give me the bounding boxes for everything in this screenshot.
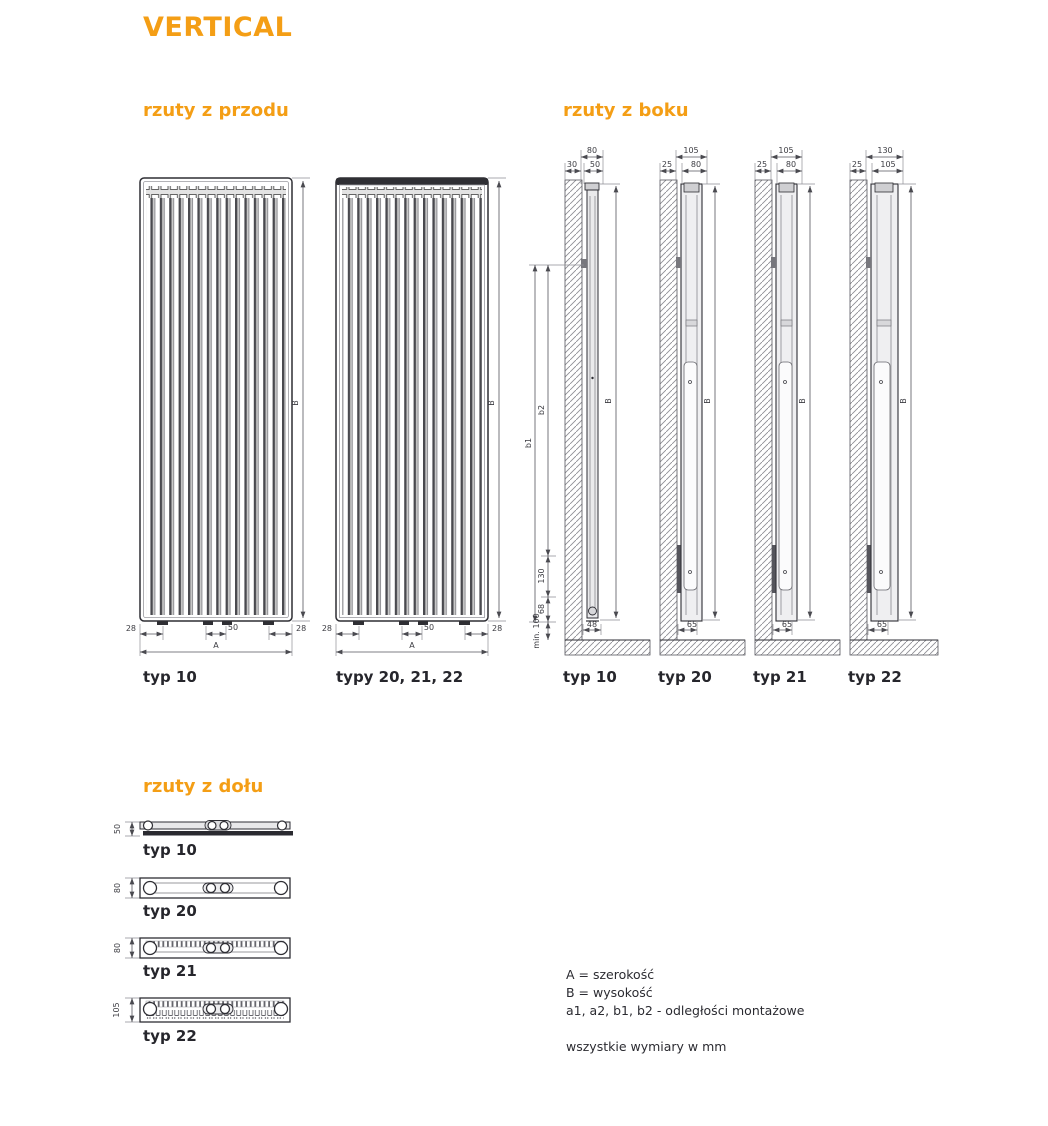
wall-section xyxy=(755,180,772,640)
dim-height-B: B xyxy=(798,398,807,404)
side-view-typ10-label: typ 10 xyxy=(563,668,617,686)
front-view-typ10-label: typ 10 xyxy=(143,668,197,686)
dim-wall-gap: 25 xyxy=(756,160,768,169)
radiator-ribs xyxy=(146,198,286,615)
dim-edge-left: 28 xyxy=(125,624,136,633)
side-view-typ10-drawing xyxy=(524,146,650,655)
dim-connection-spacing: 50 xyxy=(423,623,435,632)
radiator-top-caps xyxy=(146,186,286,198)
dim-edge-right: 28 xyxy=(296,624,307,633)
end-connection xyxy=(275,882,288,895)
dim-height-B: B xyxy=(604,398,613,404)
dim-min-100: min. 100 xyxy=(532,613,541,649)
dim-depth-outer: 130 xyxy=(877,146,893,155)
bottom-view-typ21-label: typ 21 xyxy=(143,962,197,980)
end-connection xyxy=(278,821,287,830)
dim-bottom-48: 48 xyxy=(586,620,598,629)
front-view-typ10-drawing xyxy=(126,178,310,656)
front-view-typ20-21-22-label: typy 20, 21, 22 xyxy=(336,668,464,686)
dim-wall-gap: 30 xyxy=(566,160,578,169)
center-connection xyxy=(221,884,230,893)
dim-edge-right: 28 xyxy=(492,624,503,633)
side-view-typ21-drawing xyxy=(755,146,840,655)
legend-line-height: B = wysokość xyxy=(566,985,653,1000)
bottom-bracket xyxy=(772,545,776,593)
dim-depth: 105 xyxy=(112,1002,121,1018)
dim-wall-gap: 25 xyxy=(661,160,673,169)
bottom-view-typ10-label: typ 10 xyxy=(143,841,197,859)
floor-section xyxy=(660,640,745,655)
dim-depth: 80 xyxy=(113,882,122,894)
front-panel-blade xyxy=(779,362,792,590)
dim-depth-inner: 105 xyxy=(880,160,896,169)
radiator-ribs xyxy=(342,198,482,615)
floor-section xyxy=(565,640,650,655)
bottom-view-typ22-label: typ 22 xyxy=(143,1027,197,1045)
dim-depth-inner: 50 xyxy=(589,160,601,169)
radiator-top-fitting xyxy=(779,183,794,192)
wall-bracket xyxy=(581,259,587,268)
dim-wall-gap: 25 xyxy=(851,160,863,169)
center-connection xyxy=(220,822,228,830)
legend-note-units: wszystkie wymiary w mm xyxy=(566,1039,727,1054)
dim-bottom-65: 65 xyxy=(781,620,793,629)
front-view-typ20-21-22-drawing xyxy=(322,178,506,656)
end-connection xyxy=(144,1003,157,1016)
end-connection xyxy=(144,882,157,895)
dim-130: 130 xyxy=(537,568,546,584)
panel-shadow xyxy=(143,831,293,836)
front-panel-blade xyxy=(874,362,890,590)
side-view-typ22-drawing xyxy=(850,146,938,655)
bottom-bracket xyxy=(677,545,681,593)
radiator-panel xyxy=(587,190,598,618)
dim-height-B: B xyxy=(291,400,300,406)
legend-line-width: A = szerokość xyxy=(566,967,655,982)
center-connection xyxy=(221,1005,230,1014)
end-connection xyxy=(144,821,153,830)
side-view-typ21-label: typ 21 xyxy=(753,668,807,686)
end-connection xyxy=(275,1003,288,1016)
bottom-view-typ20-drawing xyxy=(113,878,290,898)
dim-68: 68 xyxy=(537,603,546,615)
wall-bracket xyxy=(771,257,776,268)
section-heading-side: rzuty z boku xyxy=(563,100,689,121)
dim-depth: 50 xyxy=(113,823,122,835)
dim-b2: b2 xyxy=(537,404,546,416)
dim-bottom-65: 65 xyxy=(686,620,698,629)
dim-bottom-65: 65 xyxy=(876,620,888,629)
dim-width-A: A xyxy=(409,641,415,650)
wall-bracket xyxy=(676,257,681,268)
legend-line-mounting: a1, a2, b1, b2 - odległości montażowe xyxy=(566,1003,805,1018)
dim-height-B: B xyxy=(487,400,496,406)
radiator-top-fitting xyxy=(585,183,599,190)
bottom-view-typ21-drawing xyxy=(113,938,290,958)
floor-section xyxy=(850,640,938,655)
wall-bracket xyxy=(866,257,871,268)
floor-section xyxy=(755,640,840,655)
section-heading-bottom: rzuty z dołu xyxy=(143,776,264,797)
dim-depth-inner: 80 xyxy=(690,160,702,169)
dim-depth-outer: 80 xyxy=(586,146,598,155)
wall-section xyxy=(660,180,677,640)
dim-height-B: B xyxy=(703,398,712,404)
bottom-view-typ20-label: typ 20 xyxy=(143,902,197,920)
side-view-typ20-drawing xyxy=(660,146,745,655)
radiator-top-grille xyxy=(336,178,488,185)
wall-section xyxy=(850,180,867,640)
bottom-view-typ10-drawing xyxy=(113,821,293,837)
radiator-top-caps xyxy=(342,187,482,198)
center-connection xyxy=(207,1005,216,1014)
side-view-typ22-label: typ 22 xyxy=(848,668,902,686)
side-view-typ20-label: typ 20 xyxy=(658,668,712,686)
front-panel-blade xyxy=(684,362,697,590)
dim-width-A: A xyxy=(213,641,219,650)
end-connection xyxy=(144,942,157,955)
page-title: VERTICAL xyxy=(143,12,293,43)
dim-connection-spacing: 50 xyxy=(227,623,239,632)
bottom-view-typ22-drawing xyxy=(112,998,290,1022)
dim-depth-outer: 105 xyxy=(778,146,794,155)
dim-depth: 80 xyxy=(113,942,122,954)
bottom-bracket xyxy=(867,545,871,593)
dim-height-B: B xyxy=(899,398,908,404)
section-heading-front: rzuty z przodu xyxy=(143,100,289,121)
end-connection xyxy=(275,942,288,955)
dim-depth-inner: 80 xyxy=(785,160,797,169)
center-connection xyxy=(208,822,216,830)
dim-edge-left: 28 xyxy=(321,624,332,633)
dim-b1: b1 xyxy=(524,437,533,449)
bottom-connection xyxy=(589,607,597,615)
center-connection xyxy=(207,944,216,953)
radiator-top-fitting xyxy=(684,183,699,192)
wall-section xyxy=(565,180,582,640)
radiator-top-fitting xyxy=(875,183,893,192)
center-connection xyxy=(221,944,230,953)
center-connection xyxy=(207,884,216,893)
dim-depth-outer: 105 xyxy=(683,146,699,155)
